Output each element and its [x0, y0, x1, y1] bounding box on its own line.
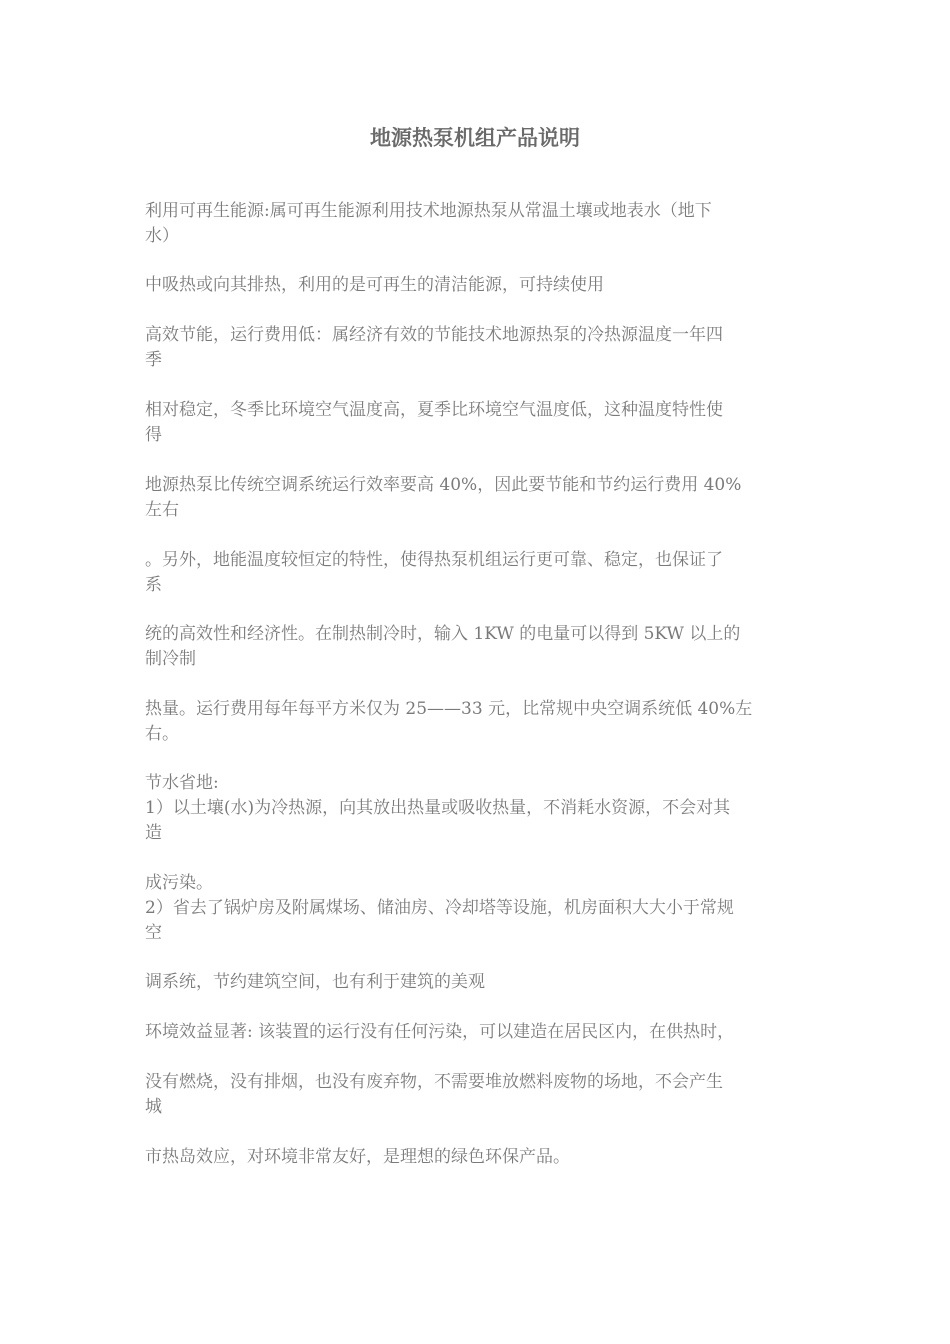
- text-line: 系: [145, 575, 162, 595]
- text-line: 市热岛效应，对环境非常友好，是理想的绿色环保产品。: [145, 1147, 570, 1167]
- text-line: 右。: [145, 724, 179, 744]
- text-line: 调系统，节约建筑空间，也有利于建筑的美观: [145, 972, 485, 992]
- paragraph-efficiency: [145, 323, 809, 373]
- text-line: 城: [145, 1097, 162, 1117]
- text-line: 统的高效性和经济性。在制热制冷时，输入 1KW 的电量可以得到 5KW 以上的: [145, 624, 741, 644]
- paragraph-no-pollution-space: [145, 871, 809, 946]
- text-line: 利用可再生能源:属可再生能源利用技术地源热泵从常温土壤或地表水（地下: [145, 201, 712, 221]
- text-line: 成污染。: [145, 873, 213, 893]
- text-line: 制冷制: [145, 649, 196, 669]
- paragraph-no-combustion: [145, 1070, 809, 1120]
- paragraph-operating-cost: [145, 697, 809, 747]
- paragraph-kw-output: [145, 622, 809, 672]
- text-line: 1）以土壤(水)为冷热源，向其放出热量或吸收热量，不消耗水资源，不会对其: [145, 798, 731, 818]
- text-line: 相对稳定，冬季比环境空气温度高，夏季比环境空气温度低，这种温度特性使: [145, 400, 723, 420]
- text-line: 高效节能，运行费用低：属经济有效的节能技术地源热泵的冷热源温度一年四: [145, 325, 723, 345]
- paragraph-heat-absorption: [145, 273, 809, 298]
- text-line: 季: [145, 350, 162, 370]
- text-line: 水）: [145, 226, 179, 246]
- text-line: 。另外，地能温度较恒定的特性，使得热泵机组运行更可靠、稳定，也保证了: [145, 550, 723, 570]
- paragraph-water-land-saving: [145, 771, 809, 846]
- document-title: 地源热泵机组产品说明: [370, 125, 580, 150]
- text-line: 节水省地:: [145, 773, 219, 793]
- text-line: 地源热泵比传统空调系统运行效率要高 40%，因此要节能和节约运行费用 40%: [145, 475, 742, 495]
- paragraph-stable-temperature: [145, 398, 809, 448]
- paragraph-green-product: [145, 1145, 809, 1170]
- paragraph-reliability: [145, 548, 809, 598]
- paragraph-building-space: [145, 970, 809, 995]
- text-line: 2）省去了锅炉房及附属煤场、储油房、冷却塔等设施，机房面积大大小于常规: [145, 898, 734, 918]
- text-line: 中吸热或向其排热，利用的是可再生的清洁能源，可持续使用: [145, 275, 604, 295]
- text-line: 空: [145, 923, 162, 943]
- text-line: 得: [145, 425, 162, 445]
- text-line: 热量。运行费用每年每平方米仅为 25——33 元，比常规中央空调系统低 40%左: [145, 699, 753, 719]
- text-line: 没有燃烧，没有排烟，也没有废弃物，不需要堆放燃料废物的场地，不会产生: [145, 1072, 723, 1092]
- text-line: 造: [145, 823, 162, 843]
- text-line: 左右: [145, 500, 179, 520]
- paragraph-efficiency-40: [145, 473, 809, 523]
- paragraph-environmental-benefit: [145, 1020, 809, 1045]
- paragraph-renewable-energy: [145, 199, 809, 249]
- text-line: 环境效益显著: 该装置的运行没有任何污染，可以建造在居民区内，在供热时，: [145, 1022, 735, 1042]
